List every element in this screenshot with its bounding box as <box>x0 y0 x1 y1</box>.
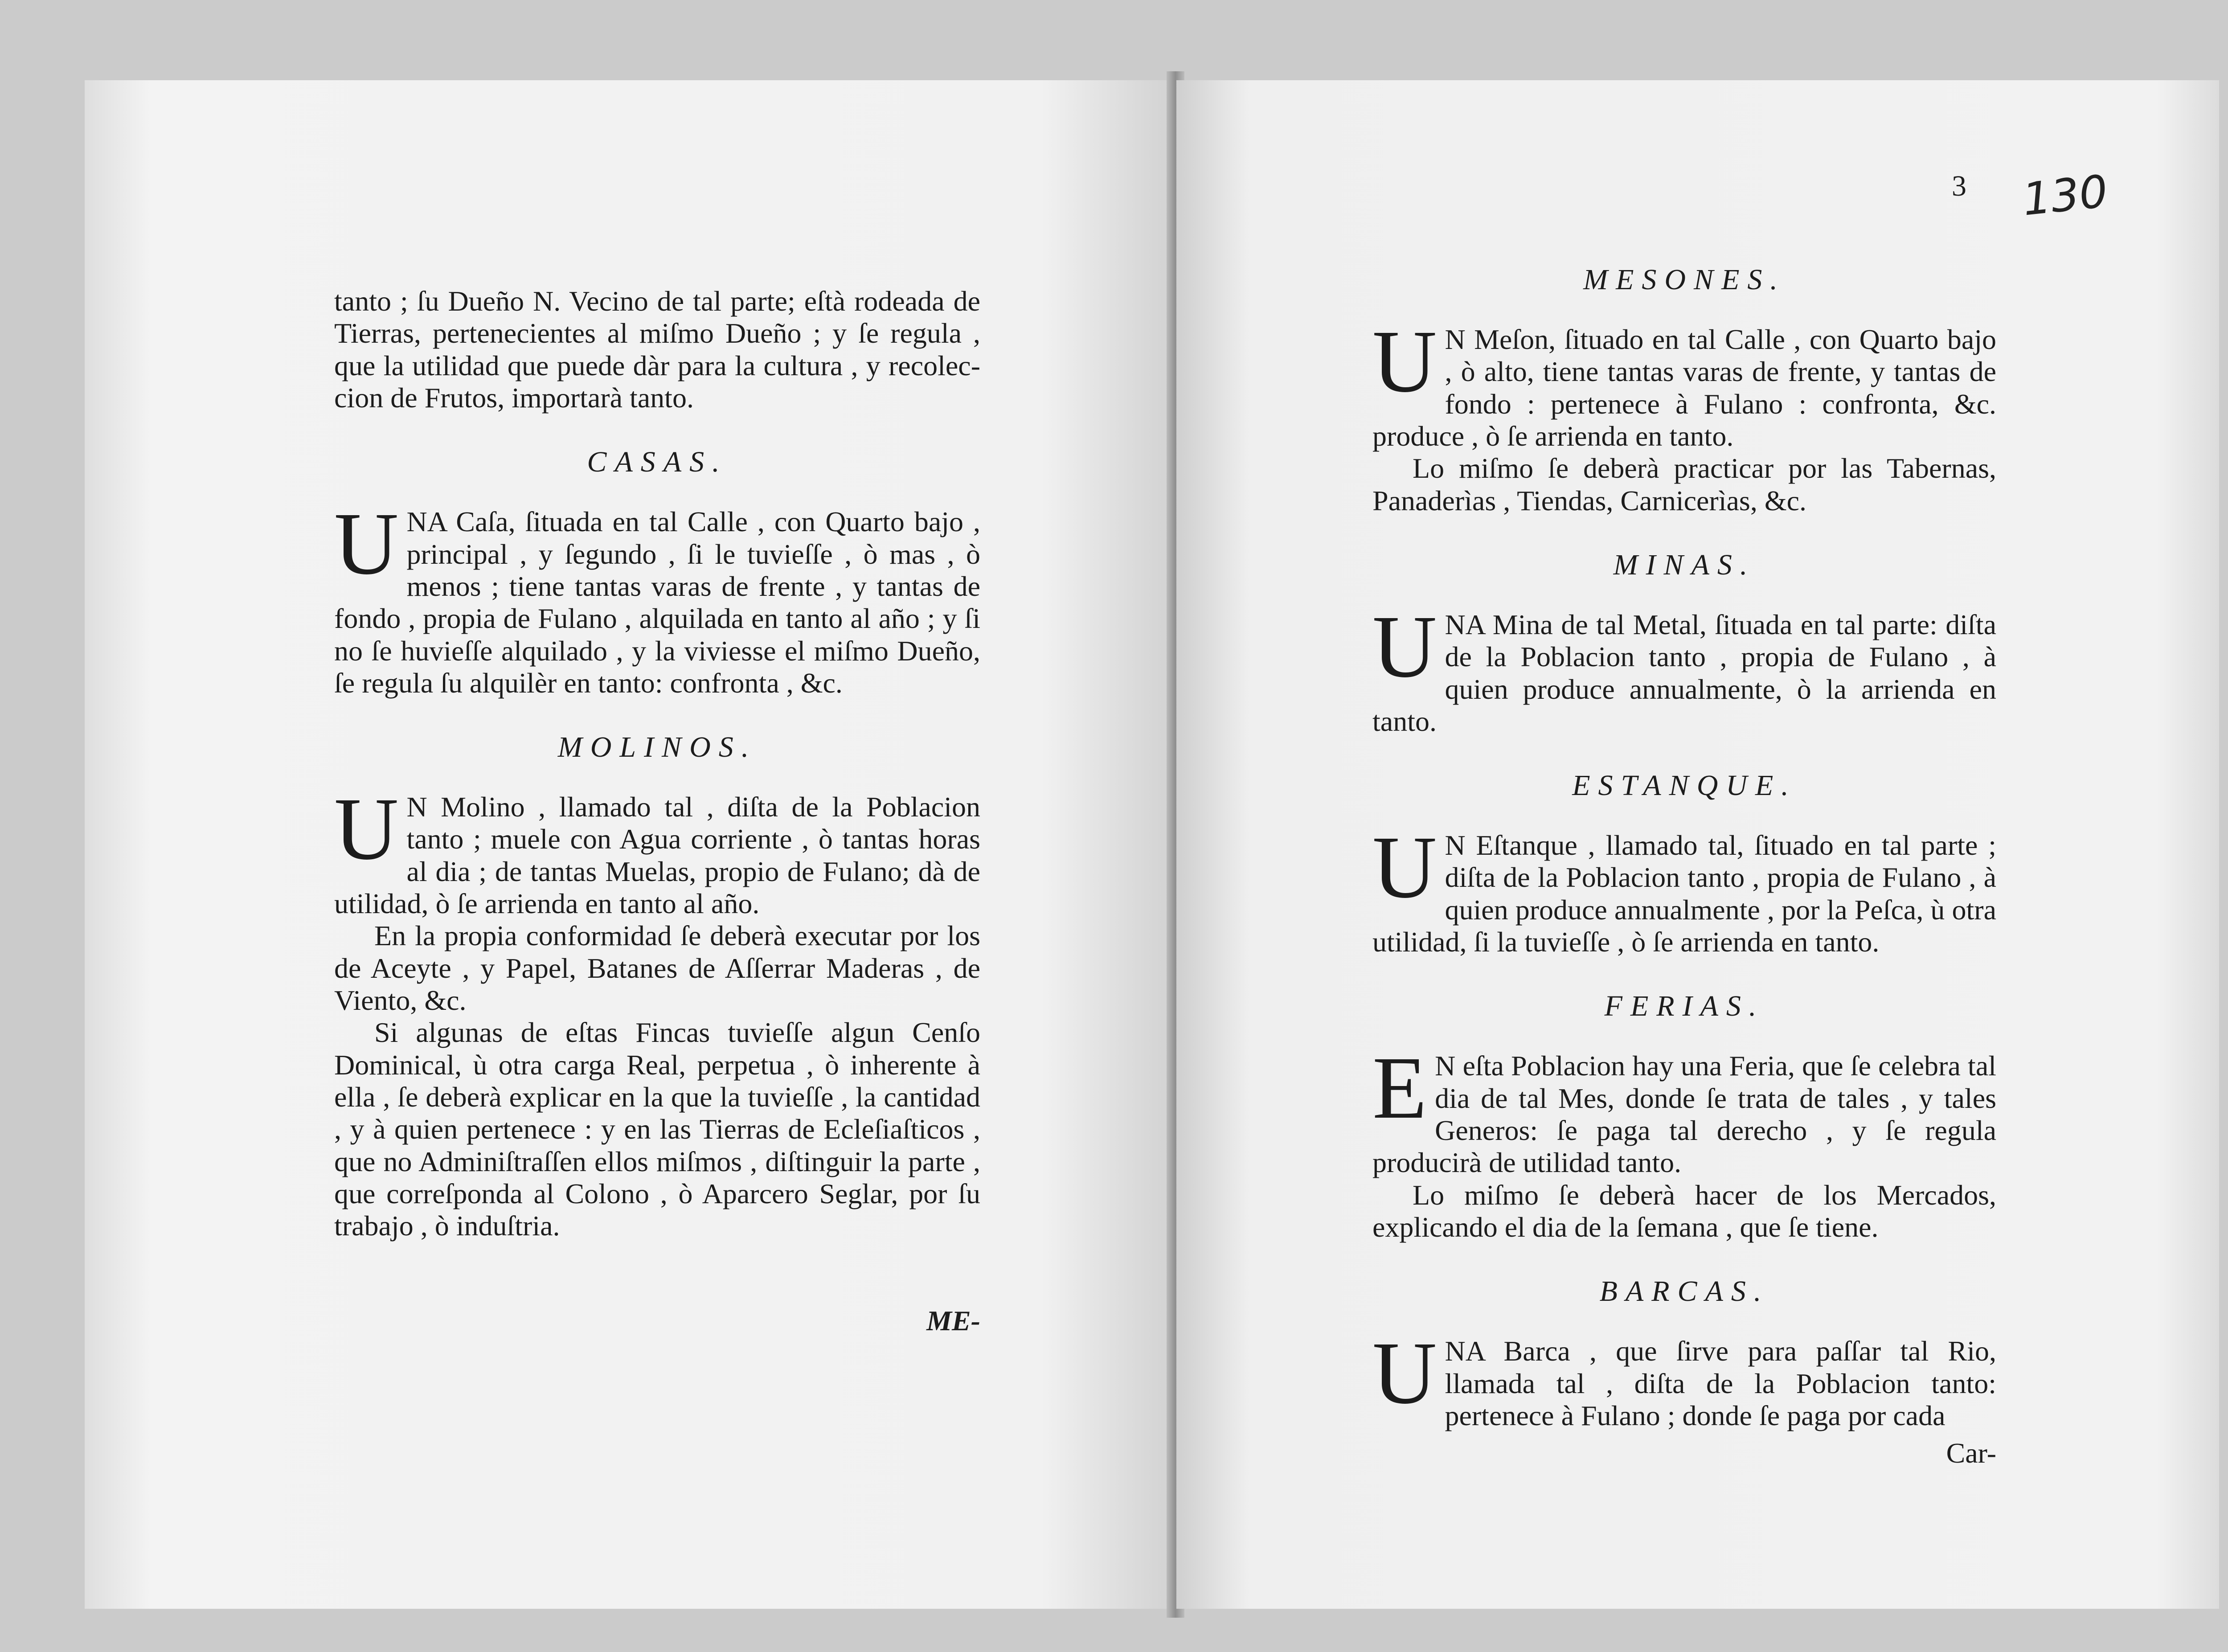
catchword: Car- <box>1946 1437 1996 1469</box>
section-heading-ferias: FERIAS. <box>1604 990 1765 1023</box>
barcas-paragraph: UNA Barca , que ſirve para paſſar tal Rio, llamada tal , diſta de la Poblacion tanto: pertenece à Fulano ; donde ſe paga por cada <box>1372 1324 1996 1431</box>
intro-paragraph: tanto ; ſu Dueño N. Vecino de tal parte; eſtà rodeada de Tierras, pertenecientes al miſmo Dueño ; y ſe regula , que la utilidad que puede dàr para la cultura , y recoleccion de Frutos, importarà tanto. <box>334 285 980 414</box>
mesones-paragraph: U N Meſon, ſituado en tal Calle , con Quarto bajo , ò alto, tiene tantas varas de frente, y tantas de fondo : pertenece à Fulano : confronta, &c. produce , ò ſe arrienda en tanto. <box>1372 312 1996 452</box>
section-heading-barcas: BARCAS. <box>1599 1275 1769 1308</box>
drop-cap: U <box>334 780 399 879</box>
minas-paragraph: UNA Mina de tal Metal, ſituada en tal parte: diſta de la Poblacion tanto , propia de Fulano , à quien produce annualmente, ò la arrienda en tanto. <box>1372 597 1996 737</box>
mesones-paragraph-2: Lo miſmo ſe deberà practicar por las Tabernas, Panaderìas , Tiendas, Carnicerìas, &c. <box>1372 452 1996 517</box>
section-heading-molinos: MOLINOS. <box>557 731 757 764</box>
left-text-column <box>334 285 980 1337</box>
drop-cap: U <box>1372 597 1437 696</box>
estanque-paragraph: U N Eſtanque , llamado tal, ſituado en tal parte ; diſta de la Poblacion tanto , propia de Fulano , à quien produce annualmente , por la Peſca, ù otra utilidad, ſi la tuvieſſe , ò ſe arrienda en tanto. <box>1372 818 1996 958</box>
molinos-paragraph-3: Si algunas de eſtas Fincas tuvieſſe algun Cenſo Dominical, ù otra carga Real, perpetua , ò inherente à ella , ſe deberà explicar en la que la tuvieſſe , la cantidad , y à quien pertenece : y en las Tierras de Ecleſiaſticos , que no Adminiſtraſſen ellos miſmos , diſtinguir la parte , que correſponda al Colono , ò Aparcero Seglar, por ſu trabajo , ò induſtria. <box>334 1017 980 1242</box>
left-page <box>85 80 1172 1609</box>
molinos-paragraph-2: En la propia conformidad ſe deberà executar por los de Aceyte , y Papel, Batanes de Aſſerrar Maderas , de Viento, &c. <box>334 920 980 1016</box>
drop-cap: U <box>334 495 399 594</box>
drop-cap: U <box>1372 818 1437 917</box>
molinos-paragraph: U N Molino , llamado tal , diſta de la Poblacion tanto ; muele con Agua corriente , ò tantas horas al dia ; de tantas Muelas, propio de Fulano; dà de utilidad, ò ſe arrienda en tanto al año. <box>334 780 980 920</box>
page-number: 3 <box>1952 170 1966 202</box>
section-heading-mesones: MESONES. <box>1583 263 1786 296</box>
section-heading-minas: MINAS. <box>1613 548 1756 581</box>
section-heading-estanque: ESTANQUE. <box>1572 769 1797 802</box>
handwritten-folio-number: 130 <box>2020 165 2110 226</box>
section-heading-casas: CASAS. <box>587 446 728 479</box>
ferias-paragraph-2: Lo miſmo ſe deberà hacer de los Mercados, explicando el dia de la ſemana , que ſe tiene. <box>1372 1179 1996 1243</box>
drop-cap: U <box>1372 312 1437 411</box>
drop-cap: E <box>1372 1039 1427 1138</box>
ferias-paragraph: E N eſta Poblacion hay una Feria, que ſe celebra tal dia de tal Mes, donde ſe trata de tales , y tales Generos: ſe paga tal derecho , y ſe regula producirà de utilidad tanto. <box>1372 1039 1996 1179</box>
drop-cap: U <box>1372 1324 1437 1423</box>
right-page <box>1176 80 2219 1609</box>
casas-paragraph: UNA Caſa, ſituada en tal Calle , con Quarto bajo , principal , y ſegundo , ſi le tuvieſſe , ò mas , ò menos ; tiene tantas varas de frente , y tantas de fondo , propia de Fulano , alquilada en tanto al año ; y ſi no ſe huvieſſe alquilado , y la viviesse el miſmo Dueño, ſe regula ſu alquilèr en tanto: confronta , &c. <box>334 495 980 699</box>
right-text-column <box>1372 263 1996 1470</box>
catchword: ME- <box>926 1304 980 1336</box>
